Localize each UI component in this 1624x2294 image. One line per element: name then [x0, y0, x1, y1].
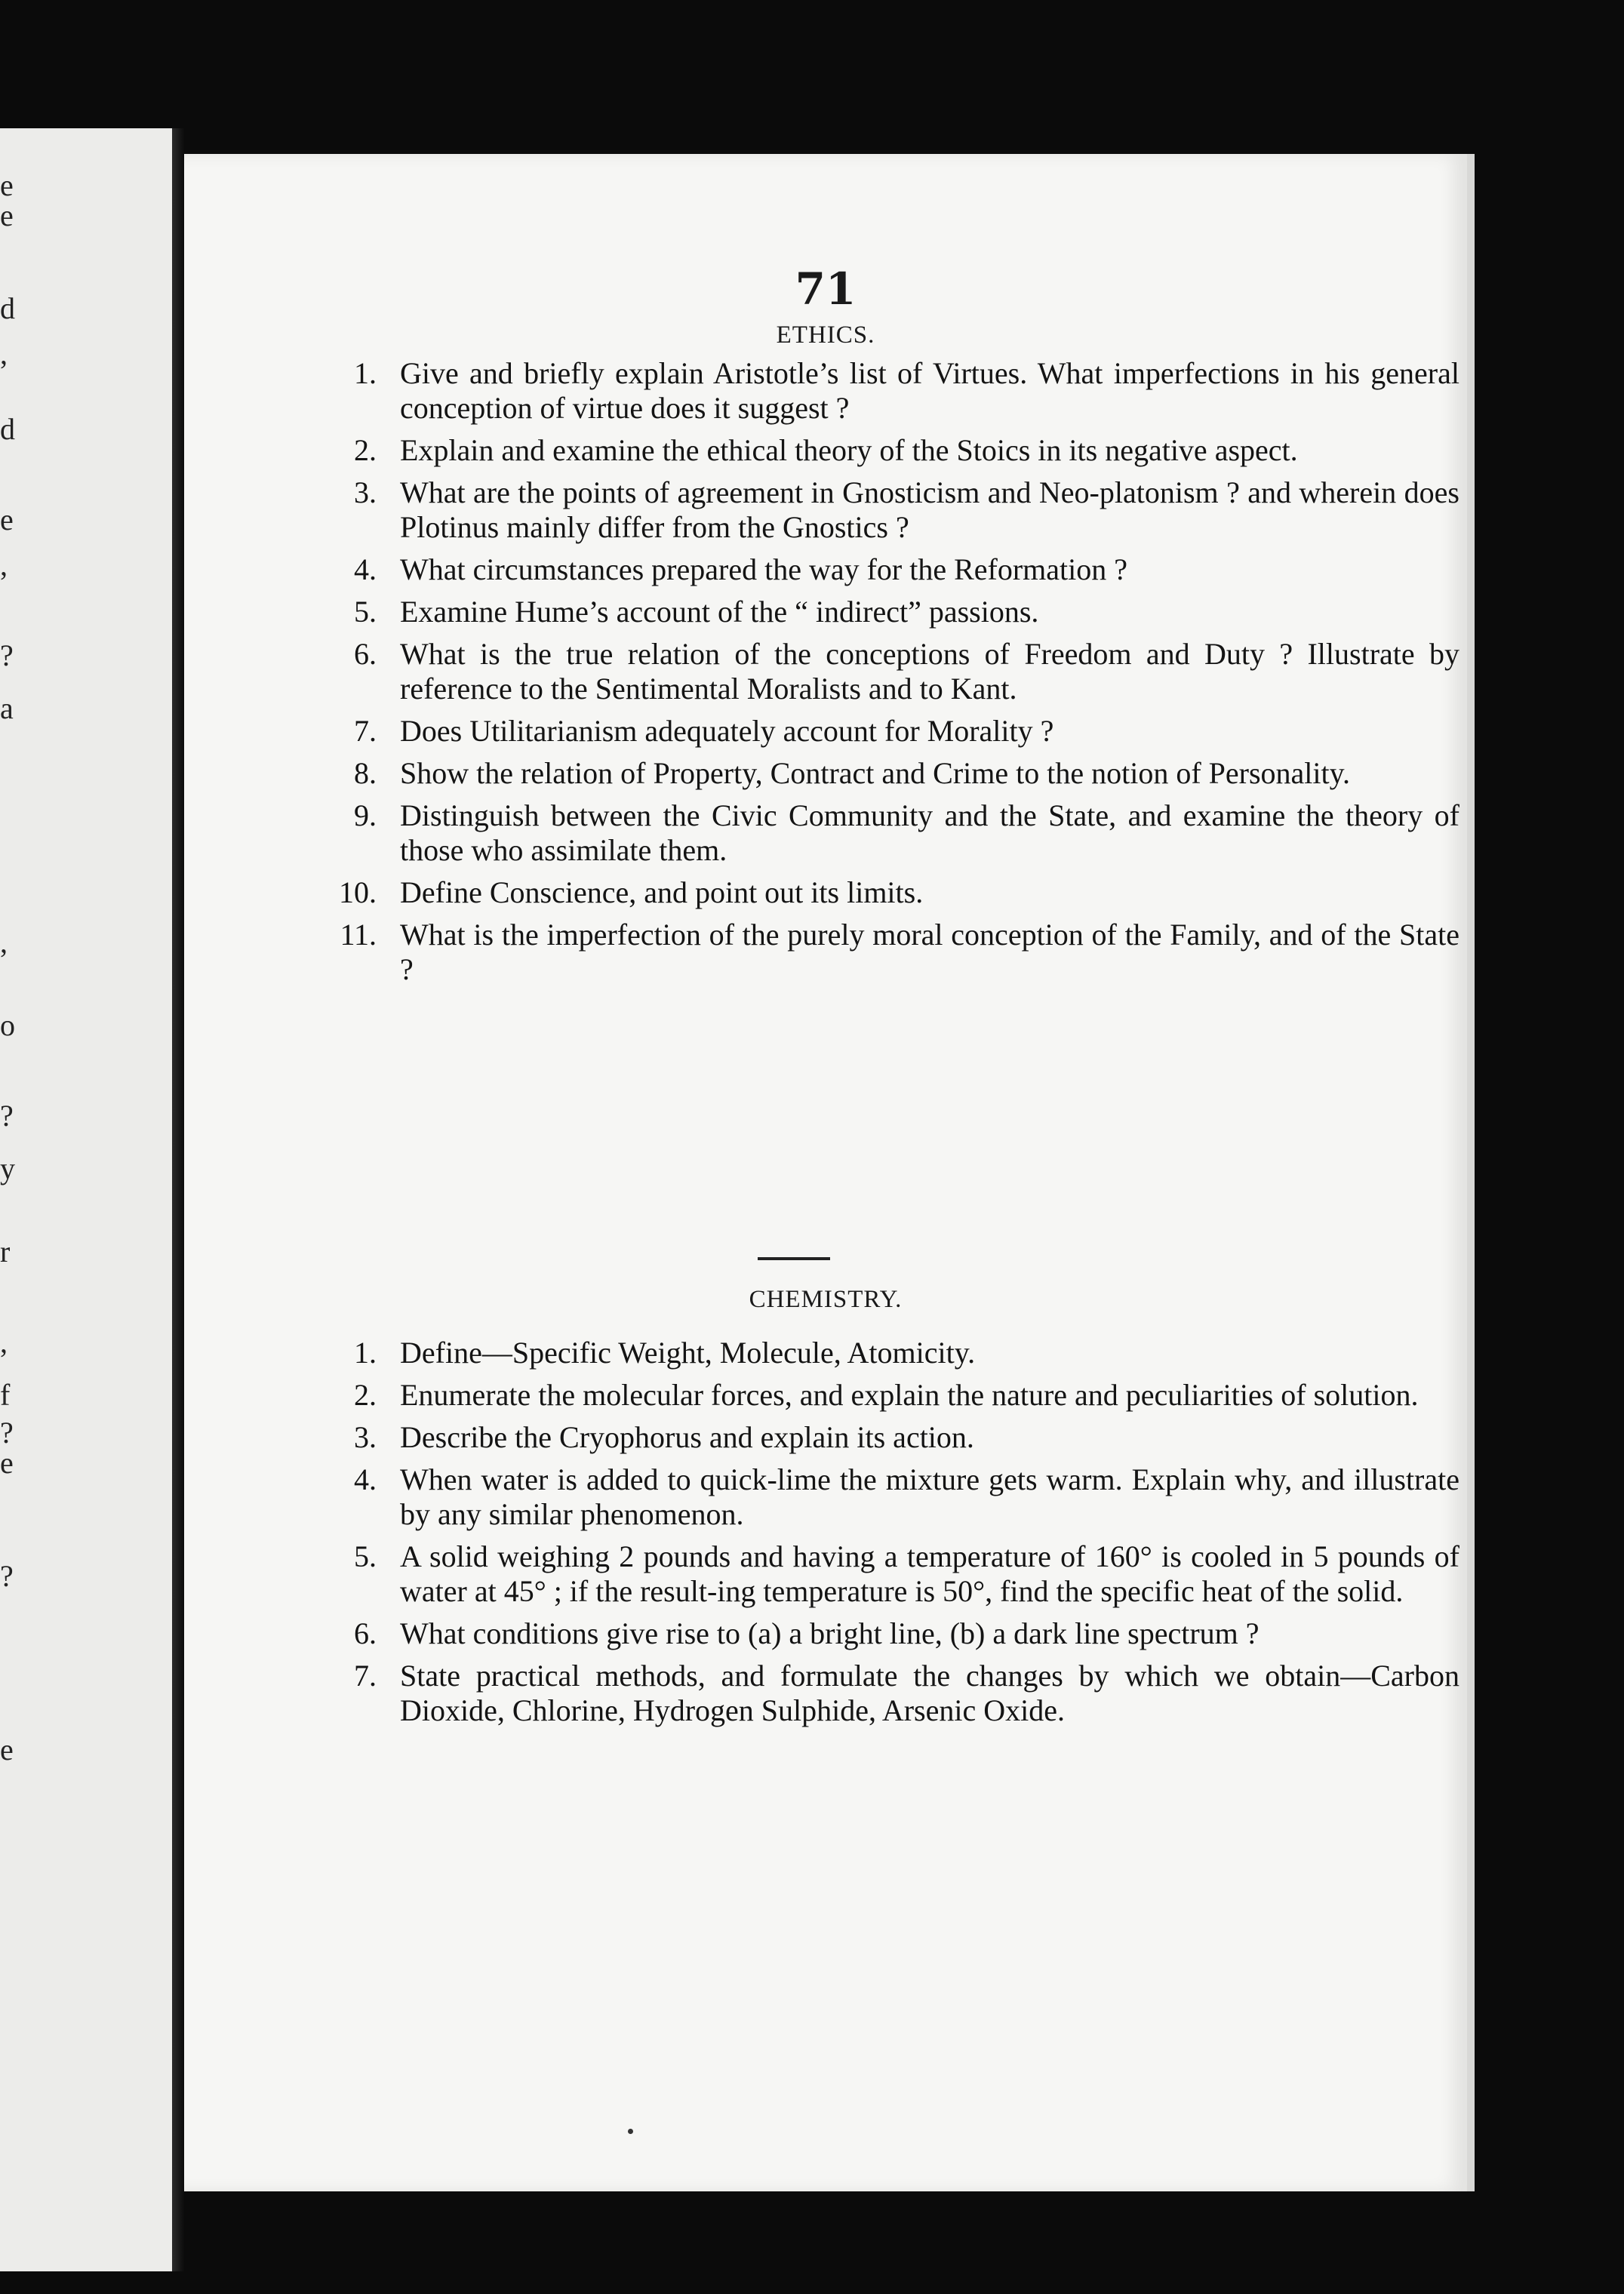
previous-page-fragment: d: [0, 291, 15, 325]
ethics-question: [184, 475, 1467, 545]
question-number: 8.: [354, 756, 377, 790]
question-number: 6.: [354, 637, 377, 671]
question-text: Explain and examine the ethical theory of the Stoics in its negative aspect.: [400, 433, 1298, 467]
speck: [628, 2129, 633, 2134]
previous-page-fragment: e: [0, 503, 14, 537]
question-text: What are the points of agreement in Gnosticism and Neo-platonism ? and wherein does Plotinus mainly differ from the Gnostics ?: [400, 475, 1459, 544]
question-text: A solid weighing 2 pounds and having a temperature of 160° is cooled in 5 pounds of water at 45° ; if the result-ing temperature is 50°, find the specific heat of the solid.: [400, 1539, 1459, 1608]
question-text: Give and briefly explain Aristotle’s list of Virtues. What imperfections in his general conception of virtue does it suggest ?: [400, 356, 1459, 425]
question-text: Distinguish between the Civic Community and the State, and examine the theory of those who assimilate them.: [400, 798, 1459, 867]
question-number: 4.: [354, 1462, 377, 1496]
chemistry-question-list: [184, 1336, 1467, 1736]
question-text: Enumerate the molecular forces, and explain the nature and peculiarities of solution.: [400, 1378, 1419, 1412]
question-text: Describe the Cryophorus and explain its action.: [400, 1420, 974, 1454]
previous-page-edge: [0, 128, 183, 2271]
question-text: Define Conscience, and point out its limits.: [400, 875, 924, 909]
question-number: 9.: [354, 798, 377, 832]
question-text: State practical methods, and formulate the changes by which we obtain—Carbon Dioxide, Chlorine, Hydrogen Sulphide, Arsenic Oxide.: [400, 1659, 1459, 1727]
ethics-question: [184, 552, 1467, 587]
question-text: What is the true relation of the conceptions of Freedom and Duty ? Illustrate by reference to the Sentimental Moralists and to Kant.: [400, 637, 1459, 706]
question-text: What conditions give rise to (a) a bright line, (b) a dark line spectrum ?: [400, 1616, 1260, 1650]
previous-page-fragment: ?: [0, 1099, 14, 1133]
ethics-question: [184, 433, 1467, 468]
question-number: 11.: [340, 918, 377, 952]
ethics-question: [184, 756, 1467, 791]
previous-page-fragment: ?: [0, 1416, 14, 1450]
chemistry-question: [184, 1336, 1467, 1370]
question-text: Define—Specific Weight, Molecule, Atomicity.: [400, 1336, 976, 1370]
previous-page-fragment: r: [0, 1235, 11, 1268]
previous-page-fragment: f: [0, 1378, 11, 1412]
previous-page-fragment: ,: [0, 1325, 8, 1359]
page-edge: [1467, 154, 1475, 2191]
previous-page-fragment: y: [0, 1152, 15, 1185]
previous-page-fragment: ,: [0, 925, 8, 959]
question-number: 10.: [339, 875, 377, 909]
previous-page-fragment: e: [0, 168, 14, 202]
question-text: Show the relation of Property, Contract and Crime to the notion of Personality.: [400, 756, 1351, 790]
chemistry-question: [184, 1378, 1467, 1413]
ethics-question: [184, 875, 1467, 910]
book-page: [184, 154, 1467, 2191]
question-number: 5.: [354, 1539, 377, 1573]
page-number: 71: [795, 263, 857, 315]
chemistry-question: [184, 1462, 1467, 1532]
ethics-question: [184, 918, 1467, 987]
previous-page-fragment: ,: [0, 548, 8, 582]
previous-page-fragment: ,: [0, 337, 8, 371]
previous-page-fragment: o: [0, 1008, 15, 1042]
previous-page-fragment: e: [0, 198, 14, 232]
previous-page-fragment: e: [0, 1446, 14, 1480]
question-number: 1.: [354, 1336, 377, 1370]
chemistry-heading: CHEMISTRY.: [749, 1286, 903, 1313]
chemistry-question: [184, 1420, 1467, 1455]
question-number: 2.: [354, 433, 377, 467]
ethics-question: [184, 356, 1467, 426]
section-divider: [758, 1257, 830, 1260]
question-text: Examine Hume’s account of the “ indirect” passions.: [400, 595, 1039, 629]
ethics-question-list: [184, 356, 1467, 995]
previous-page-fragment: e: [0, 1733, 14, 1767]
question-text: When water is added to quick-lime the mixture gets warm. Explain why, and illustrate by any similar phenomenon.: [400, 1462, 1459, 1531]
previous-page-fragment: a: [0, 691, 14, 725]
question-number: 3.: [354, 1420, 377, 1454]
previous-page-fragment: d: [0, 412, 15, 446]
previous-page-fragment: ?: [0, 638, 14, 672]
question-text: What is the imperfection of the purely moral conception of the Family, and of the State ?: [400, 918, 1459, 986]
question-number: 4.: [354, 552, 377, 586]
book-gutter: [172, 128, 184, 2271]
ethics-question: [184, 637, 1467, 706]
question-number: 7.: [354, 1659, 377, 1693]
ethics-question: [184, 798, 1467, 868]
chemistry-question: [184, 1659, 1467, 1728]
question-text: What circumstances prepared the way for the Reformation ?: [400, 552, 1128, 586]
question-number: 5.: [354, 595, 377, 629]
question-number: 3.: [354, 475, 377, 509]
question-number: 1.: [354, 356, 377, 390]
ethics-heading: ETHICS.: [776, 321, 875, 349]
chemistry-question: [184, 1539, 1467, 1609]
question-text: Does Utilitarianism adequately account for Morality ?: [400, 714, 1054, 748]
chemistry-question: [184, 1616, 1467, 1651]
ethics-question: [184, 714, 1467, 749]
previous-page-fragment: ?: [0, 1559, 14, 1593]
ethics-question: [184, 595, 1467, 629]
question-number: 7.: [354, 714, 377, 748]
question-number: 6.: [354, 1616, 377, 1650]
question-number: 2.: [354, 1378, 377, 1412]
